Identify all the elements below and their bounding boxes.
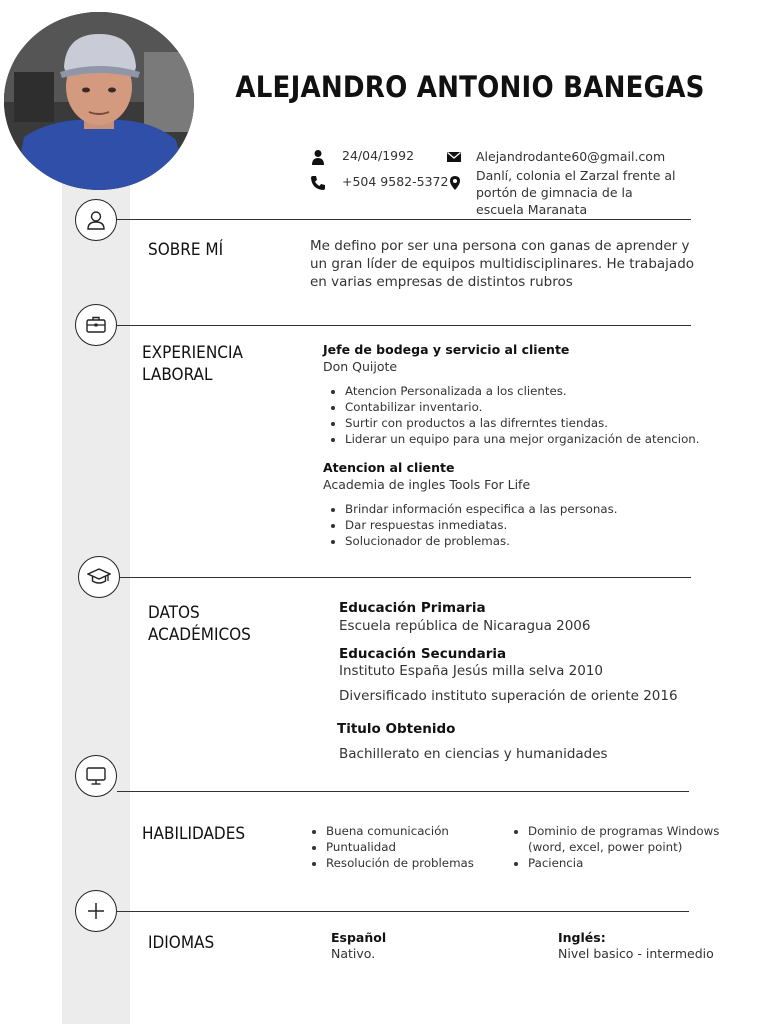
heading-experiencia-line2: LABORAL xyxy=(142,365,213,385)
job-1 xyxy=(323,342,723,447)
list-item: • Dominio de programas Windows (word, excel, power point) xyxy=(528,823,728,855)
about-circle xyxy=(75,199,117,241)
diversificado-text: Diversificado instituto superación de oriente 2016 xyxy=(339,688,678,704)
briefcase-icon xyxy=(85,314,107,336)
profile-photo xyxy=(4,12,194,190)
heading-experiencia-line1: EXPERIENCIA xyxy=(142,343,243,363)
secundaria-title: Educación Secundaria xyxy=(339,646,507,662)
language-1 xyxy=(331,930,386,962)
list-item: • Atencion Personalizada a los clientes. xyxy=(345,383,723,399)
address-text: Danlí, colonia el Zarzal frente al portón de gimnacia de la escuela Maranata xyxy=(476,168,676,217)
heading-datos xyxy=(148,602,251,646)
heading-datos-line2: ACADÉMICOS xyxy=(148,625,251,645)
list-item: • Liderar un equipo para una mejor organización de atencion. xyxy=(345,431,723,447)
list-item: • Paciencia xyxy=(528,855,728,871)
secundaria-text: Instituto España Jesús milla selva 2010 xyxy=(339,663,604,679)
education-circle xyxy=(78,556,120,598)
list-item: • Puntualidad xyxy=(326,839,516,855)
phone-text: +504 9582-5372 xyxy=(342,174,449,189)
skills-circle xyxy=(75,755,117,797)
heading-idiomas: IDIOMAS xyxy=(148,933,215,953)
graduation-cap-icon xyxy=(87,566,111,588)
job-2-company: Academia de ingles Tools For Life xyxy=(323,477,531,492)
list-item: • Brindar información especifica a las personas. xyxy=(345,501,723,517)
list-item: • Contabilizar inventario. xyxy=(345,399,723,415)
titulo-title: Titulo Obtenido xyxy=(337,721,456,737)
divider-habilidades xyxy=(117,791,689,792)
primaria-text: Escuela república de Nicaragua 2006 xyxy=(339,618,591,634)
job-2 xyxy=(323,460,723,549)
skills-col-2 xyxy=(506,823,728,871)
heading-habilidades: HABILIDADES xyxy=(142,824,246,844)
user-icon xyxy=(85,209,107,231)
person-icon xyxy=(310,149,326,165)
work-circle xyxy=(75,304,117,346)
skills-col-1 xyxy=(304,823,516,871)
list-item: • Surtir con productos a las difrerntes tiendas. xyxy=(345,415,723,431)
job-2-title: Atencion al cliente xyxy=(323,460,455,475)
list-item: • Buena comunicación xyxy=(326,823,516,839)
language-1-name: Español xyxy=(331,930,387,945)
job-2-tasks xyxy=(323,501,723,549)
divider-datos xyxy=(119,577,691,578)
list-item: • Solucionador de problemas. xyxy=(345,533,723,549)
language-1-level: Nativo. xyxy=(331,946,376,961)
email-text[interactable]: Alejandrodante60@gmail.com xyxy=(476,149,666,164)
list-item: • Resolución de problemas xyxy=(326,855,516,871)
plus-icon xyxy=(85,900,107,922)
profile-photo-illustration xyxy=(4,12,194,190)
heading-sobre-mi: SOBRE MÍ xyxy=(148,240,224,260)
birthdate-text: 24/04/1992 xyxy=(342,148,415,163)
language-2-level: Nivel basico - intermedio xyxy=(558,946,714,961)
heading-datos-line1: DATOS xyxy=(148,603,200,623)
divider-idiomas xyxy=(117,911,689,912)
location-icon xyxy=(447,175,463,191)
candidate-name: ALEJANDRO ANTONIO BANEGAS xyxy=(235,70,705,104)
language-2 xyxy=(558,930,714,962)
titulo-text: Bachillerato en ciencias y humanidades xyxy=(339,746,608,762)
phone-icon xyxy=(310,175,326,191)
language-2-name: Inglés: xyxy=(558,930,606,945)
job-1-title: Jefe de bodega y servicio al cliente xyxy=(323,342,570,357)
languages-circle xyxy=(75,890,117,932)
divider-experiencia xyxy=(117,325,691,326)
monitor-icon xyxy=(85,765,107,787)
email-icon xyxy=(446,149,462,165)
divider-sobre-mi xyxy=(117,219,691,220)
list-item: • Dar respuestas inmediatas. xyxy=(345,517,723,533)
heading-experiencia xyxy=(142,342,243,386)
sobre-mi-text: Me defino por ser una persona con ganas de aprender y un gran líder de equipos multidisciplinares. He trabajado en varias empresas de distintos rubros xyxy=(310,238,695,290)
job-1-tasks xyxy=(323,383,723,447)
job-1-company: Don Quijote xyxy=(323,359,398,374)
primaria-title: Educación Primaria xyxy=(339,600,486,616)
